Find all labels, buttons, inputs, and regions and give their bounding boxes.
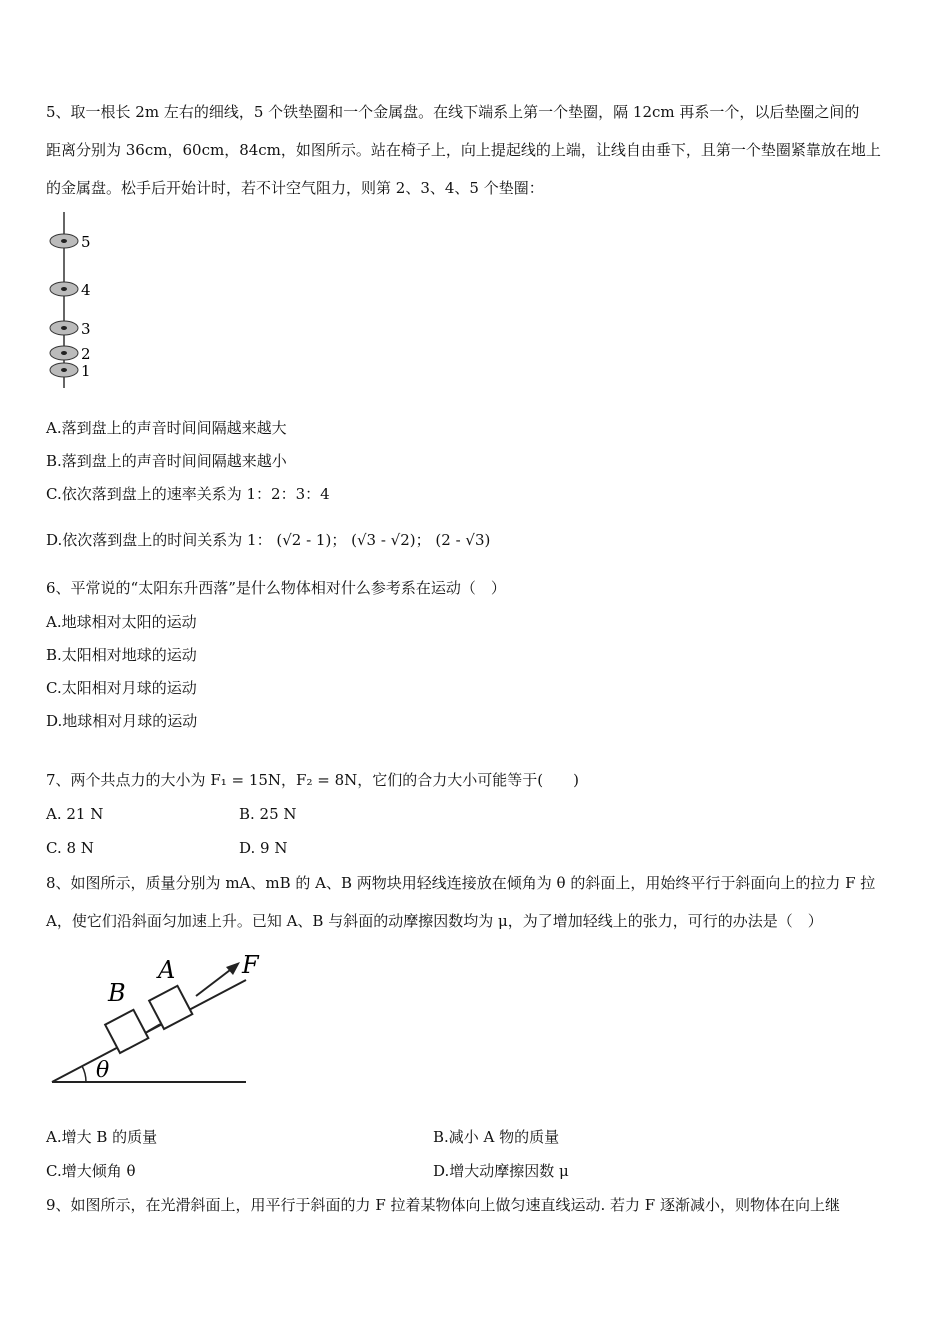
q5-option-d: D.依次落到盘上的时间关系为 1： (√2 - 1)； (√3 - √2)； (2 - √3) bbox=[46, 531, 491, 549]
washer-1 bbox=[50, 363, 78, 377]
q8-stem bbox=[46, 864, 908, 940]
block-a bbox=[149, 986, 192, 1029]
q7-option-b: B. 25 N bbox=[239, 805, 297, 823]
washer-2 bbox=[50, 346, 78, 360]
q6-option-d: D.地球相对月球的运动 bbox=[46, 712, 198, 730]
q9-stem: 9、如图所示，在光滑斜面上，用平行于斜面的力 F 拉着某物体向上做匀速直线运动. 若力 F 逐渐减小，则物体在向上继 bbox=[46, 1196, 840, 1214]
theta-arc bbox=[82, 1066, 86, 1082]
q8-option-c: C.增大倾角 θ bbox=[46, 1162, 136, 1180]
q7-option-a: A. 21 N bbox=[46, 805, 104, 823]
q8-option-a: A.增大 B 的质量 bbox=[46, 1128, 158, 1146]
theta-label: θ bbox=[96, 1058, 110, 1083]
label-1: 1 bbox=[81, 362, 91, 380]
label-4: 4 bbox=[81, 281, 91, 299]
q5-washer-figure bbox=[44, 210, 114, 390]
q5-option-d-term-2: (√3 - √2) bbox=[351, 531, 416, 549]
q7-option-d: D. 9 N bbox=[239, 839, 288, 857]
label-b: B bbox=[108, 979, 126, 1007]
q5-option-b: B.落到盘上的声音时间间隔越来越小 bbox=[46, 452, 287, 470]
q5-line-2: 距离分别为 36cm，60cm，84cm，如图所示。站在椅子上，向上提起线的上端，让线自由垂下，且第一个垫圈紧靠放在地上 bbox=[46, 141, 881, 159]
q8-line-1: 8、如图所示，质量分别为 mA、mB 的 A、B 两物块用轻线连接放在倾角为 θ 的斜面上，用始终平行于斜面向上的拉力 F 拉 bbox=[46, 874, 876, 892]
q8-line-2: A，使它们沿斜面匀加速上升。已知 A、B 与斜面的动摩擦因数均为 μ，为了增加轻线上的张力，可行的办法是（ ） bbox=[46, 912, 823, 930]
q6-option-b: B.太阳相对地球的运动 bbox=[46, 646, 197, 664]
q7-option-c: C. 8 N bbox=[46, 839, 94, 857]
q5-line-3: 的金属盘。松手后开始计时，若不计空气阻力，则第 2、3、4、5 个垫圈： bbox=[46, 179, 544, 197]
connecting-string bbox=[148, 1024, 160, 1031]
washer-5 bbox=[50, 234, 78, 248]
label-3: 3 bbox=[81, 320, 91, 338]
q7-stem: 7、两个共点力的大小为 F₁ = 15N，F₂ = 8N，它们的合力大小可能等于( ) bbox=[46, 771, 579, 789]
label-2: 2 bbox=[81, 345, 91, 363]
q5-line-1: 5、取一根长 2m 左右的细线，5 个铁垫圈和一个金属盘。在线下端系上第一个垫圈，隔 12cm 再系一个，以后垫圈之间的 bbox=[46, 103, 860, 121]
label-f: F bbox=[242, 951, 259, 979]
washer-4 bbox=[50, 282, 78, 296]
q8-option-d: D.增大动摩擦因数 μ bbox=[433, 1162, 569, 1180]
q5-option-a: A.落到盘上的声音时间间隔越来越大 bbox=[46, 419, 287, 437]
block-b bbox=[105, 1010, 148, 1053]
force-arrowhead bbox=[226, 962, 240, 975]
q8-incline-figure bbox=[46, 945, 276, 1090]
q6-stem: 6、平常说的“太阳东升西落”是什么物体相对什么参考系在运动（ ） bbox=[46, 579, 506, 597]
q6-option-c: C.太阳相对月球的运动 bbox=[46, 679, 197, 697]
q5-option-d-term-1: (√2 - 1) bbox=[276, 531, 332, 549]
q5-stem bbox=[46, 93, 908, 207]
q6-option-a: A.地球相对太阳的运动 bbox=[46, 613, 197, 631]
q8-option-b: B.减小 A 物的质量 bbox=[433, 1128, 560, 1146]
force-arrow bbox=[196, 967, 234, 996]
q5-option-d-prefix: D.依次落到盘上的时间关系为 1： bbox=[46, 531, 272, 549]
label-a: A bbox=[158, 956, 176, 984]
q5-option-c: C.依次落到盘上的速率关系为 1：2：3：4 bbox=[46, 485, 330, 503]
q5-option-d-term-3: (2 - √3) bbox=[435, 531, 491, 549]
washer-3 bbox=[50, 321, 78, 335]
label-5: 5 bbox=[81, 233, 91, 251]
